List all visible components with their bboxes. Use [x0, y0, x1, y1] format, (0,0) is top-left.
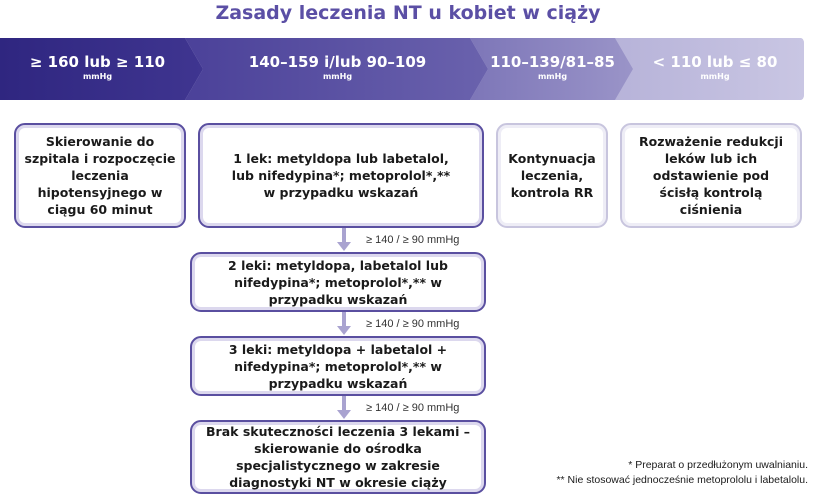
arrow-head-1 [337, 242, 351, 251]
box-three-drugs: 3 leki: metyldopa + labetalol + nifedypina*; metoprolol*,** w przypadku wskazań [190, 336, 486, 396]
arrow-head-3 [337, 410, 351, 419]
band-value-1: ≥ 160 lub ≥ 110 [29, 53, 166, 71]
band-value-2: 140–159 i/lub 90–109 [248, 53, 427, 71]
footnote-1: * Preparat o przedłużonym uwalnianiu. [628, 459, 808, 471]
criterion-label-3: ≥ 140 / ≥ 90 mmHg [366, 402, 460, 414]
box-one-drug: 1 lek: metyldopa lub labetalol, lub nifedypina*; metoprolol*,** w przypadku wskazań [198, 123, 484, 228]
box-reduce-drugs: Rozważenie redukcji leków lub ich odstawienie pod ścisłą kontrolą ciśnienia [620, 123, 802, 228]
band-value-4: < 110 lub ≤ 80 [652, 53, 778, 71]
criterion-label-1: ≥ 140 / ≥ 90 mmHg [366, 234, 460, 246]
band-unit-3: mmHg [537, 72, 568, 81]
box-treatment-failure: Brak skuteczności leczenia 3 lekami – skierowanie do ośrodka specjalistycznego w zakresie diagnostyki NT w okresie ciąży [190, 420, 486, 494]
box-continue-treatment: Kontynuacja leczenia, kontrola RR [496, 123, 608, 228]
band-unit-4: mmHg [700, 72, 730, 81]
box-hospital-referral: Skierowanie do szpitala i rozpoczęcie leczenia hipotensyjnego w ciągu 60 minut [14, 123, 186, 228]
arrow-head-2 [337, 326, 351, 335]
box-two-drugs: 2 leki: metyldopa, labetalol lub nifedypina*; metoprolol*,** w przypadku wskazań [190, 252, 486, 312]
band-value-3: 110–139/81–85 [490, 53, 615, 71]
footnote-2: ** Nie stosować jednocześnie metoprololu i labetalolu. [556, 474, 808, 486]
diagram-title: Zasady leczenia NT u kobiet w ciąży [215, 2, 601, 24]
band-unit-1: mmHg [82, 72, 113, 81]
criterion-label-2: ≥ 140 / ≥ 90 mmHg [366, 318, 460, 330]
band-unit-2: mmHg [322, 72, 353, 81]
